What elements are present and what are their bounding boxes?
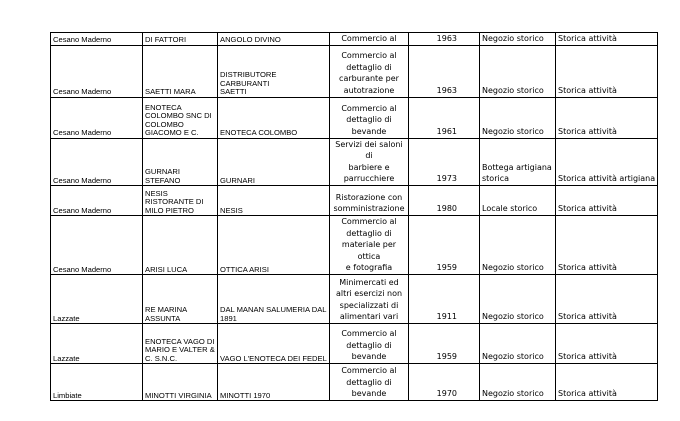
table-row — [51, 274, 658, 323]
table-row — [51, 97, 658, 138]
insegna-cell: OTTICA ARISI — [218, 215, 330, 274]
comune-cell: Cesano Maderno — [51, 185, 143, 215]
settore-cell: Commercio al dettaglio di carburante per autotrazione — [330, 45, 409, 97]
settore-cell: Commercio al — [330, 33, 409, 46]
comune-cell: Cesano Maderno — [51, 97, 143, 138]
tipologia-cell: Negozio storico — [480, 33, 556, 46]
categoria-cell: Storica attività — [556, 33, 658, 46]
categoria-cell: Storica attività — [556, 185, 658, 215]
comune-cell: Cesano Maderno — [51, 45, 143, 97]
settore-cell: Commercio al dettaglio di materiale per ottica e fotografia — [330, 215, 409, 274]
tipologia-cell: Negozio storico — [480, 363, 556, 400]
categoria-cell: Storica attività — [556, 363, 658, 400]
settore-cell: Ristorazione con somministrazione — [330, 185, 409, 215]
settore-cell: Commercio al dettaglio di bevande — [330, 363, 409, 400]
anno-cell: 1963 — [409, 45, 480, 97]
titolare-cell: SAETTI MARA — [143, 45, 218, 97]
anno-cell: 1973 — [409, 138, 480, 185]
titolare-cell: ENOTECA VAGO DI MARIO E VALTER & C. S.N.C. — [143, 323, 218, 363]
categoria-cell: Storica attività artigiana — [556, 138, 658, 185]
insegna-cell: ENOTECA COLOMBO — [218, 97, 330, 138]
insegna-cell: MINOTTI 1970 — [218, 363, 330, 400]
insegna-cell: VAGO L'ENOTECA DEI FEDEL — [218, 323, 330, 363]
shops-table — [50, 32, 658, 401]
tipologia-cell: Locale storico — [480, 185, 556, 215]
settore-cell: Minimercati ed altri esercizi non specializzati di alimentari vari — [330, 274, 409, 323]
titolare-cell: MINOTTI VIRGINIA — [143, 363, 218, 400]
categoria-cell: Storica attività — [556, 215, 658, 274]
anno-cell: 1970 — [409, 363, 480, 400]
table-row — [51, 215, 658, 274]
anno-cell: 1911 — [409, 274, 480, 323]
insegna-cell: GURNARI — [218, 138, 330, 185]
comune-cell: Limbiate — [51, 363, 143, 400]
settore-cell: Servizi dei saloni di barbiere e parrucchiere — [330, 138, 409, 185]
anno-cell: 1961 — [409, 97, 480, 138]
insegna-cell: ANGOLO DIVINO — [218, 33, 330, 46]
insegna-cell: DAL MANAN SALUMERIA DAL 1891 — [218, 274, 330, 323]
titolare-cell: RE MARINA ASSUNTA — [143, 274, 218, 323]
anno-cell: 1959 — [409, 215, 480, 274]
categoria-cell: Storica attività — [556, 323, 658, 363]
table-row — [51, 33, 658, 46]
table-row — [51, 45, 658, 97]
tipologia-cell: Negozio storico — [480, 97, 556, 138]
tipologia-cell: Negozio storico — [480, 45, 556, 97]
categoria-cell: Storica attività — [556, 97, 658, 138]
tipologia-cell: Negozio storico — [480, 323, 556, 363]
table-row — [51, 138, 658, 185]
anno-cell: 1959 — [409, 323, 480, 363]
comune-cell: Cesano Maderno — [51, 138, 143, 185]
titolare-cell: NESIS RISTORANTE DI MILO PIETRO — [143, 185, 218, 215]
tipologia-cell: Negozio storico — [480, 274, 556, 323]
settore-cell: Commercio al dettaglio di bevande — [330, 323, 409, 363]
categoria-cell: Storica attività — [556, 45, 658, 97]
table-row — [51, 185, 658, 215]
titolare-cell: ENOTECA COLOMBO SNC DI COLOMBO GIACOMO E C. — [143, 97, 218, 138]
spreadsheet-page — [50, 32, 658, 401]
settore-cell: Commercio al dettaglio di bevande — [330, 97, 409, 138]
comune-cell: Lazzate — [51, 274, 143, 323]
tipologia-cell: Bottega artigiana storica — [480, 138, 556, 185]
anno-cell: 1980 — [409, 185, 480, 215]
comune-cell: Cesano Maderno — [51, 215, 143, 274]
anno-cell: 1963 — [409, 33, 480, 46]
tipologia-cell: Negozio storico — [480, 215, 556, 274]
table-body — [51, 33, 658, 401]
comune-cell: Lazzate — [51, 323, 143, 363]
categoria-cell: Storica attività — [556, 274, 658, 323]
titolare-cell: ARISI LUCA — [143, 215, 218, 274]
titolare-cell: GURNARI STEFANO — [143, 138, 218, 185]
insegna-cell: DISTRIBUTORE CARBURANTI SAETTI — [218, 45, 330, 97]
table-row — [51, 323, 658, 363]
comune-cell: Cesano Maderno — [51, 33, 143, 46]
table-row — [51, 363, 658, 400]
insegna-cell: NESIS — [218, 185, 330, 215]
titolare-cell: DI FATTORI — [143, 33, 218, 46]
